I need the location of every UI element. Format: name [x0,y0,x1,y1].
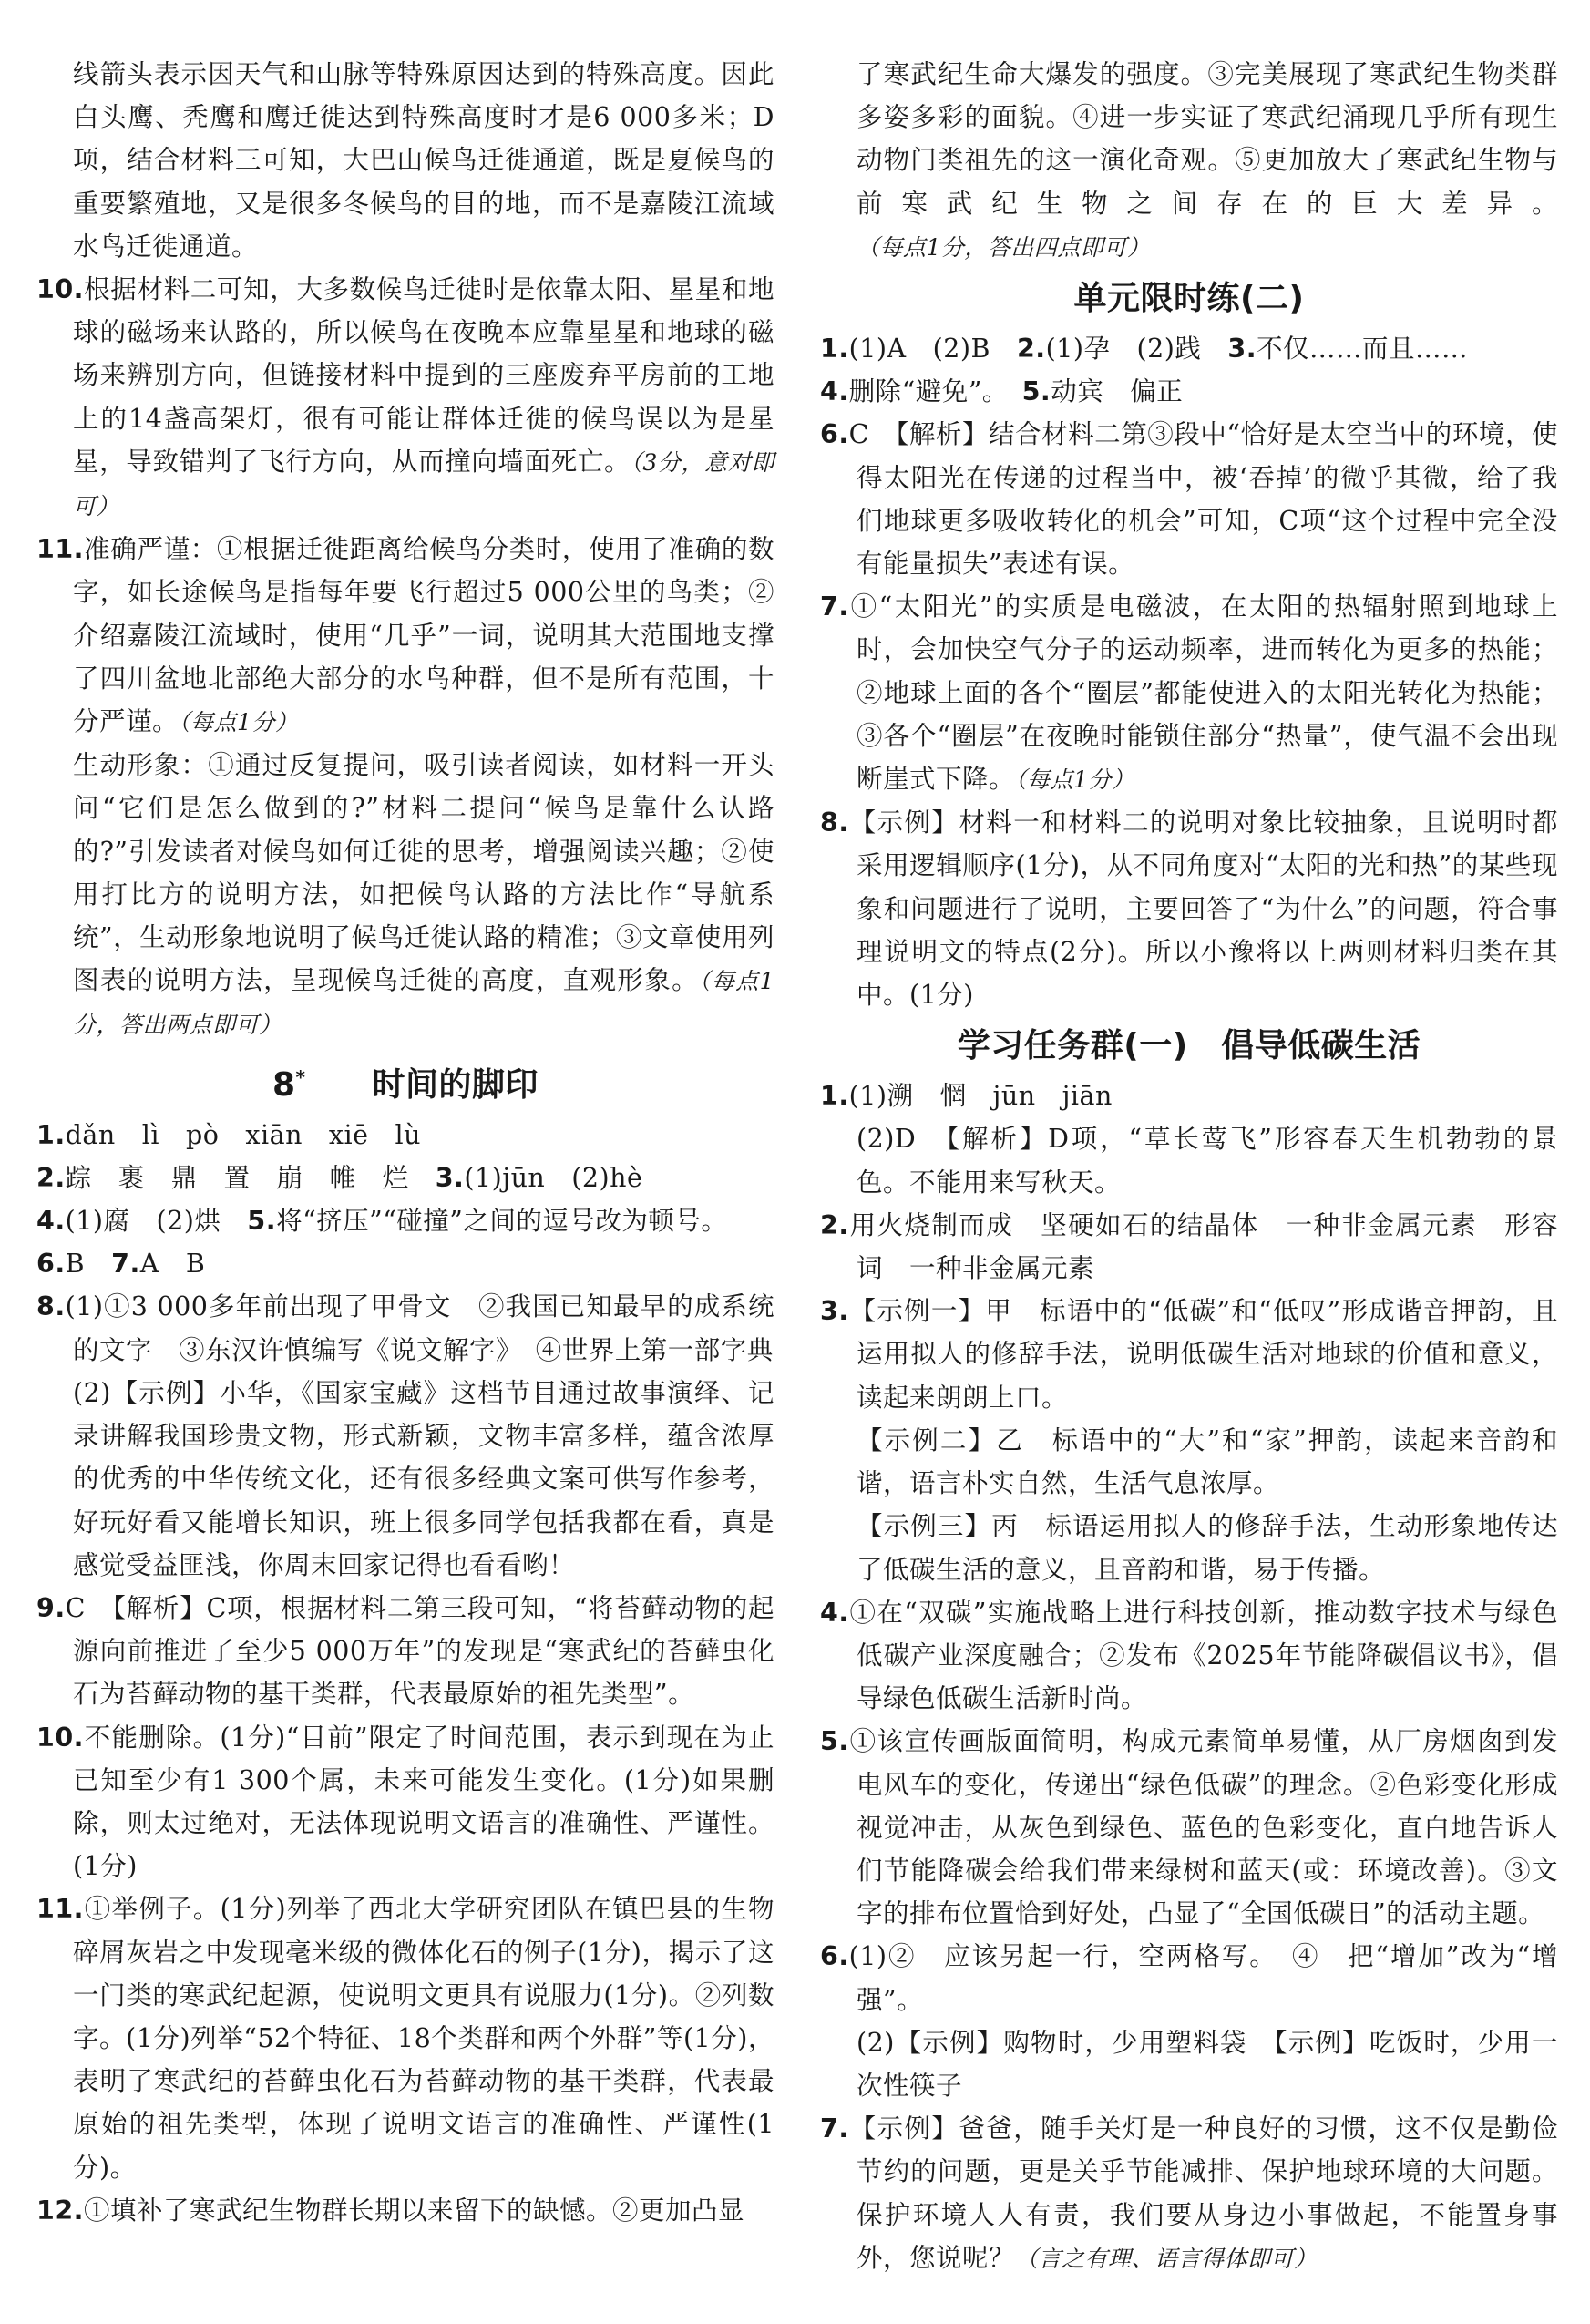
item-text: 【示例二】乙 标语中的“大”和“家”押韵，读起来音韵和谐，语言朴实自然，生活气息浓厚。 [857,1424,1558,1499]
left-column [36,53,774,2232]
item-text: ①在“双碳”实施战略上进行科技创新，推动数字技术与绿色低碳产业深度融合；②发布《2025年节能降碳倡议书》，倡导绿色低碳生活新时尚。 [848,1597,1558,1714]
item-text: dǎn lì pò xiān xiē lù [65,1119,421,1150]
item-text: 踪 裹 鼎 置 崩 帷 烂 [65,1162,436,1193]
item-number: 6. [820,1941,849,1972]
scoring-note: （3分，意对即可） [73,448,774,520]
item-number: 2. [1016,334,1046,365]
answer-text [36,1372,774,1587]
answer-item [820,327,1558,370]
item-number: 2. [36,1162,66,1193]
answer-item [36,1887,774,2188]
item-number: 5. [820,1726,849,1757]
item-number: 6. [820,419,849,450]
answer-item [820,370,1558,413]
item-number: 10. [36,1722,84,1753]
item-text: A B [139,1249,206,1280]
answer-item [820,1290,1558,1419]
scoring-note: （每点1分） [179,709,299,736]
item-number: 2. [820,1209,849,1240]
answer-text [36,53,774,268]
answer-item [820,413,1558,585]
answer-item [820,1935,1558,2021]
answer-item [820,1075,1558,1117]
item-number: 1. [820,334,849,365]
item-text: C 【解析】C项，根据材料二第三段可知，“将苔藓动物的起源向前推进了至少5 000万年”的发现是“寒武纪的苔藓虫化石为苔藓动物的基干类群，代表最原始的祖先类型”。 [65,1592,774,1710]
item-text: (2)D 【解析】D项，“草长莺飞”形容春天生机勃勃的景色。不能用来写秋天。 [857,1124,1558,1198]
item-text: 删除“避免”。 [848,376,1022,407]
scoring-note: （每点1分） [1015,766,1135,794]
item-text: 了寒武纪生命大爆发的强度。③完美展现了寒武纪生物类群多姿多彩的面貌。④进一步实证了寒武纪涌现几乎所有现生动物门类祖先的这一演化奇观。⑤更加放大了寒武纪生物与前寒武纪生物之间存在的巨大差异。 [857,59,1558,219]
item-text: 不仅……而且…… [1257,334,1469,365]
section-heading [36,1053,774,1110]
answer-item [36,1716,774,1888]
answer-item [36,528,774,744]
item-number: 4. [820,1597,849,1628]
heading-asterisk: * [295,1065,306,1088]
item-text: 生动形象：①通过反复提问，吸引读者阅读，如材料一开头问“它们是怎么做到的?”材料二提问“候鸟是靠什么认路的?”引发读者对候鸟如何迁徙的思考，增强阅读兴趣；②使用打比方的说明方法，如把候鸟认路的方法比作“导航系统”，生动形象地说明了候鸟迁徙认路的精准；③文章使用列图表的说明方法，呈现候鸟迁徙的高度，直观形象。 [73,750,774,996]
item-number: 4. [820,376,849,407]
item-text: 【示例】爸爸，随手关灯是一种良好的习惯，这不仅是勤俭节约的问题，更是关乎节能减排、保护地球环境的大问题。保护环境人人有责，我们要从身边小事做起，不能置身事外，您说呢？ [848,2113,1558,2273]
answer-item [820,1720,1558,1935]
item-text: 不能删除。(1分)“目前”限定了时间范围，表示到现在为止已知至少有1 300个属，未来可能发生变化。(1分)如果删除，则太过绝对，无法体现说明文语言的准确性、严谨性。(1分) [73,1722,774,1882]
item-text: 【示例】材料一和材料二的说明对象比较抽象，且说明时都采用逻辑顺序(1分)，从不同角度对“太阳的光和热”的某些现象和问题进行了说明，主要回答了“为什么”的问题，符合事理说明文的特点(2分)。所以小豫将以上两则材料归类在其中。(1分) [848,807,1558,1011]
item-number: 6. [36,1249,66,1280]
heading-text: 学习任务群(一) 倡导低碳生活 [957,1027,1421,1065]
answer-item [820,1591,1558,1721]
answer-item [820,801,1558,1016]
heading-title: 时间的脚印 [372,1065,539,1104]
answer-item [36,1199,774,1242]
item-text: (1)溯 惘 jūn jiān [848,1081,1113,1112]
answer-text [36,744,774,1046]
item-text: 将“挤压”“碰撞”之间的逗号改为顿号。 [276,1206,728,1237]
item-number: 4. [36,1206,66,1237]
item-number: 8. [36,1291,66,1322]
answer-item [36,1242,774,1285]
scoring-note: （每点1分，答出两点即可） [73,968,774,1039]
answer-item [820,2107,1558,2280]
item-number: 7. [820,591,849,622]
item-number: 11. [36,1894,84,1925]
answer-text [820,1117,1558,1203]
item-number: 3. [1227,334,1257,365]
scoring-note: （每点1分，答出四点即可） [857,233,1151,261]
item-text: 【示例一】甲 标语中的“低碳”和“低叹”形成谐音押韵，且运用拟人的修辞手法，说明低碳生活对地球的价值和意义，读起来朗朗上口。 [848,1296,1558,1413]
answer-item [36,1114,774,1157]
answer-item [36,1587,774,1716]
heading-text: 8 [272,1065,296,1104]
item-number: 7. [820,2113,849,2144]
item-text: (1)jūn (2)hè [464,1162,643,1193]
heading-text: 单元限时练(二) [1073,280,1305,318]
item-text: (2)【示例】购物时，少用塑料袋 【示例】吃饭时，少用一次性筷子 [857,2027,1558,2101]
item-number: 5. [247,1206,277,1237]
item-text: C 【解析】结合材料二第③段中“恰好是太空当中的环境，使得太阳光在传递的过程当中，被‘吞掉’的微乎其微，给了我们地球更多吸收转化的机会”可知，C项“这个过程中完全没有能量损失”表述有误。 [848,419,1558,580]
item-number: 8. [820,807,849,838]
item-text: (1)A (2)B [848,334,1017,365]
item-text: (1)孕 (2)践 [1045,334,1228,365]
item-number: 9. [36,1592,66,1623]
item-text: 根据材料二可知，大多数候鸟迁徙时是依靠太阳、星星和地球的磁场来认路的，所以候鸟在夜晚本应靠星星和地球的磁场来辨别方向，但链接材料中提到的三座废弃平房前的工地上的14盏高架灯，很有可能让群体迁徙的候鸟误以为是星星，导致错判了飞行方向，从而撞向墙面死亡。 [73,274,774,477]
item-text: (1)①3 000多年前出现了甲骨文 ②我国已知最早的成系统的文字 ③东汉许慎编写《说文解字》 ④世界上第一部字典 [65,1291,774,1365]
section-heading [820,1022,1558,1071]
scoring-note: （言之有理、语言得体即可） [1015,2245,1318,2272]
item-text: ①举例子。(1分)列举了西北大学研究团队在镇巴县的生物碎屑灰岩之中发现毫米级的微体化石的例子(1分)，揭示了这一门类的寒武纪起源，使说明文更具有说服力(1分)。②列数字。(1分)列举“52个特征、18个类群和两个外群”等(1分)，表明了寒武纪的苔藓虫化石为苔藓动物的基干类群，代表最原始的祖先类型，体现了说明文语言的准确性、严谨性(1分)。 [73,1894,774,2183]
answer-item [36,1157,774,1199]
item-text: (2)【示例】小华，《国家宝藏》这档节目通过故事演绎、记录讲解我国珍贵文物，形式新颖，文物丰富多样，蕴含浓厚的优秀的中华传统文化，还有很多经典文案可供写作参考，好玩好看又能增长知识，班上很多同学包括我都在看，真是感觉受益匪浅，你周末回家记得也看看哟！ [73,1377,774,1580]
item-text: B [65,1249,112,1280]
item-number: 3. [435,1162,465,1193]
item-text: 准确严谨：①根据迁徙距离给候鸟分类时，使用了准确的数字，如长途候鸟是指每年要飞行超过5 000公里的鸟类；②介绍嘉陵江流域时，使用“几乎”一词，说明其大范围地支撑了四川盆地北部绝大部分的水鸟种群，但不是所有范围，十分严谨。 [73,534,774,737]
answer-text [820,53,1558,269]
item-number: 5. [1021,376,1051,407]
answer-item [36,268,774,528]
item-text: 线箭头表示因天气和山脉等特殊原因达到的特殊高度。因此白头鹰、秃鹰和鹰迁徙达到特殊高度时才是6 000多米；D项，结合材料三可知，大巴山候鸟迁徙通道，既是夏候鸟的重要繁殖地，又是很多冬候鸟的目的地，而不是嘉陵江流域水鸟迁徙通道。 [73,59,774,262]
answer-item [820,585,1558,801]
item-text: ①“太阳光”的实质是电磁波，在太阳的热辐射照到地球上时，会加快空气分子的运动频率，进而转化为更多的热能；②地球上面的各个“圈层”都能使进入的太阳光转化为热能；③各个“圈层”在夜晚时能锁住部分“热量”，使气温不会出现断崖式下降。 [848,591,1558,795]
item-text: (1)② 应该另起一行，空两格写。 ④ 把“增加”改为“增强”。 [848,1941,1558,2015]
item-text: ①该宣传画版面简明，构成元素简单易懂，从厂房烟囱到发电风车的变化，传递出“绿色低碳”的理念。②色彩变化形成视觉冲击，从灰色到绿色、蓝色的色彩变化，直白地告诉人们节能降碳会给我们带来绿树和蓝天(或：环境改善)。③文字的排布位置恰到好处，凸显了“全国低碳日”的活动主题。 [848,1726,1558,1929]
item-number: 3. [820,1296,849,1327]
right-column [820,53,1558,2280]
item-number: 7. [111,1249,140,1280]
item-number: 11. [36,534,84,565]
item-text: 用火烧制而成 坚硬如石的结晶体 一种非金属元素 形容词 一种非金属元素 [848,1209,1558,1284]
answer-item [36,1285,774,1371]
answer-item [820,1204,1558,1290]
answer-item [36,2189,774,2232]
item-text: 动宾 偏正 [1051,376,1184,407]
answer-text [820,1505,1558,1590]
item-text: 【示例三】丙 标语运用拟人的修辞手法，生动形象地传达了低碳生活的意义，且音韵和谐，易于传播。 [857,1511,1558,1585]
item-number: 12. [36,2195,84,2226]
section-heading [820,274,1558,324]
item-text: ①填补了寒武纪生物群长期以来留下的缺憾。②更加凸显 [84,2195,745,2226]
answer-text [820,1419,1558,1505]
answer-text [820,2021,1558,2107]
item-text: (1)腐 (2)烘 [65,1206,248,1237]
item-number: 1. [820,1081,849,1112]
item-number: 1. [36,1119,66,1150]
item-number: 10. [36,274,84,305]
